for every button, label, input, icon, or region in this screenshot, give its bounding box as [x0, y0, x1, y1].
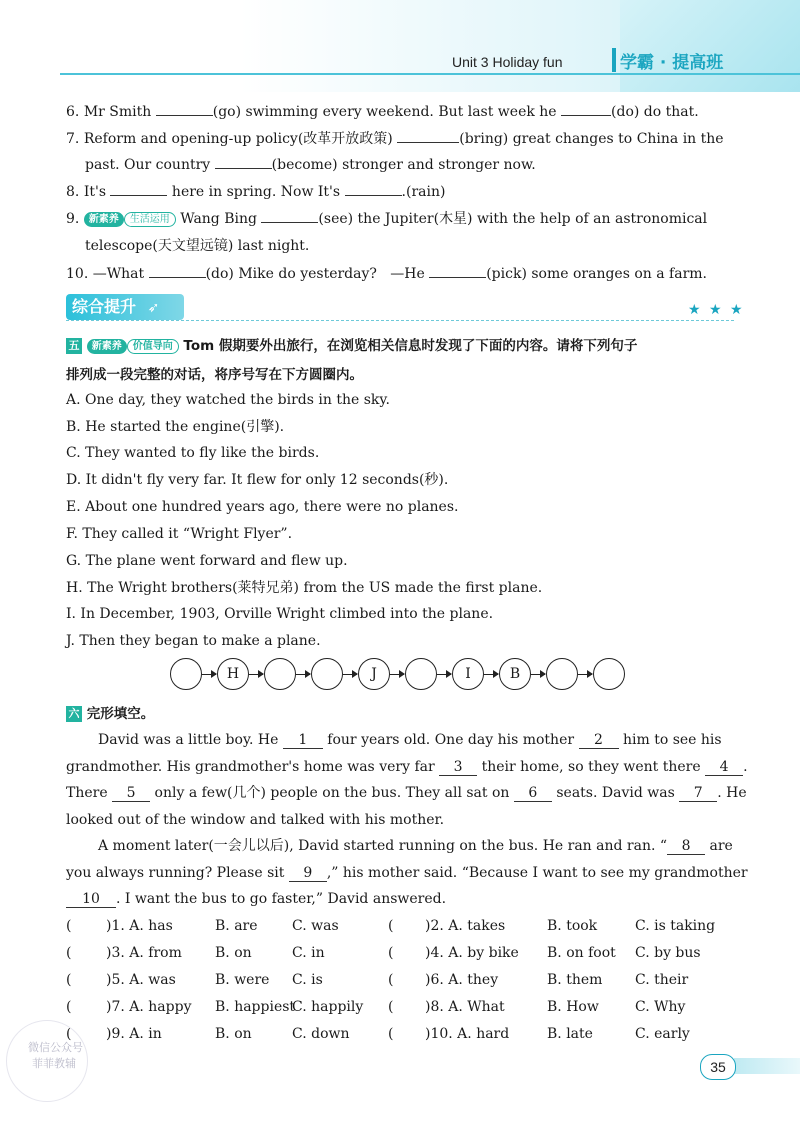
question-9 — [66, 209, 707, 229]
cloze-line-6 — [66, 863, 748, 883]
answer-bracket[interactable]: ( — [66, 918, 72, 934]
sentence-g: G. The plane went forward and flew up. — [66, 553, 348, 569]
watermark — [28, 1040, 83, 1072]
cloze-blank[interactable]: 5 — [112, 785, 150, 802]
answer-blank[interactable] — [215, 168, 272, 169]
page-number: 35 — [700, 1054, 736, 1080]
arrow-icon — [202, 674, 216, 675]
answer-bracket[interactable]: ( — [388, 918, 394, 934]
sentence-e: E. About one hundred years ago, there were no planes. — [66, 499, 459, 515]
option-a[interactable]: )6. A. they — [425, 972, 499, 988]
arrow-icon — [390, 674, 404, 675]
new-literacy-tag: 新素养 — [87, 339, 127, 354]
option-a[interactable]: )10. A. hard — [425, 1026, 510, 1042]
option-b[interactable]: B. on — [215, 945, 252, 961]
cloze-line-3 — [66, 783, 747, 803]
cloze-blank[interactable]: 8 — [667, 838, 705, 855]
brand-icon — [612, 48, 616, 72]
answer-blank[interactable] — [156, 115, 213, 116]
option-a[interactable]: )8. A. What — [425, 999, 505, 1015]
option-a[interactable]: )1. A. has — [106, 918, 173, 934]
cloze-blank[interactable]: 2 — [579, 732, 619, 749]
arrow-icon — [249, 674, 263, 675]
answer-circle[interactable]: H — [217, 658, 249, 690]
value-guidance-tag: 价值导向 — [127, 339, 179, 354]
arrow-icon — [343, 674, 357, 675]
option-b[interactable]: B. How — [547, 999, 599, 1015]
difficulty-stars: ★ ★ ★ — [688, 302, 745, 318]
option-b[interactable]: B. took — [547, 918, 598, 934]
option-b[interactable]: B. happiest — [215, 999, 296, 1015]
page-number-bar — [734, 1058, 800, 1074]
text: (do) Mike do yesterday? — [205, 266, 377, 282]
text: . He — [717, 785, 747, 801]
answer-bracket[interactable]: ( — [66, 972, 72, 988]
text: past. Our country — [85, 157, 211, 173]
text: you always running? Please sit — [66, 865, 285, 881]
answer-blank[interactable] — [345, 195, 402, 196]
unit-title: Unit 3 Holiday fun — [452, 54, 563, 70]
arrow-icon — [437, 674, 451, 675]
text: only a few(几个) people on the bus. They all sat on — [154, 785, 510, 801]
text: . I want the bus to go faster,” David answered. — [116, 891, 447, 907]
text: grandmother. His grandmother's home was very far — [66, 759, 435, 775]
question-7 — [66, 129, 724, 149]
brand-title: 学霸 · 提高班 — [620, 53, 724, 73]
option-c[interactable]: C. down — [292, 1026, 350, 1042]
text: .(rain) — [401, 184, 446, 200]
option-a[interactable]: )3. A. from — [106, 945, 182, 961]
answer-bracket[interactable]: ( — [388, 972, 394, 988]
sentence-f: F. They called it “Wright Flyer”. — [66, 526, 293, 542]
arrow-icon — [578, 674, 592, 675]
question-9-line-2 — [85, 236, 309, 256]
answer-circle[interactable]: J — [358, 658, 390, 690]
question-number: 9. — [66, 211, 80, 227]
option-c[interactable]: C. by bus — [635, 945, 701, 961]
answer-bracket[interactable]: ( — [66, 1026, 72, 1042]
option-c[interactable]: C. in — [292, 945, 325, 961]
part-number: 六 — [66, 706, 82, 722]
option-b[interactable]: B. them — [547, 972, 603, 988]
answer-blank[interactable] — [261, 222, 318, 223]
question-number: 10. — [66, 266, 89, 282]
answer-circle[interactable] — [311, 658, 343, 690]
answer-bracket[interactable]: ( — [388, 945, 394, 961]
answer-circle[interactable] — [170, 658, 202, 690]
question-number: 8. — [66, 184, 80, 200]
answer-circle[interactable] — [405, 658, 437, 690]
part-5-instruction — [66, 336, 637, 356]
text: 完形填空。 — [86, 706, 155, 722]
text: Tom 假期要外出旅行，在浏览相关信息时发现了下面的内容。请将下列句子 — [183, 338, 638, 354]
sentence-h: H. The Wright brothers(莱特兄弟) from the US made the first plane. — [66, 580, 543, 596]
cloze-line-4: looked out of the window and talked with his mother. — [66, 812, 445, 828]
option-a[interactable]: )5. A. was — [106, 972, 176, 988]
section-divider — [66, 320, 734, 321]
answer-bracket[interactable]: ( — [66, 945, 72, 961]
cloze-blank[interactable]: 1 — [283, 732, 323, 749]
life-application-tag: 生活运用 — [124, 212, 176, 227]
option-c[interactable]: C. happily — [292, 999, 364, 1015]
option-c[interactable]: C. Why — [635, 999, 686, 1015]
option-b[interactable]: B. were — [215, 972, 270, 988]
answer-circle[interactable] — [264, 658, 296, 690]
text: (become) stronger and stronger now. — [271, 157, 536, 173]
cloze-blank[interactable]: 9 — [289, 865, 327, 882]
option-b[interactable]: B. on foot — [547, 945, 616, 961]
answer-circle[interactable]: I — [452, 658, 484, 690]
text: —What — [92, 266, 145, 282]
text: A moment later(一会儿以后), David started running on the bus. He ran and ran. “ — [98, 838, 668, 854]
answer-blank[interactable] — [149, 277, 206, 278]
new-literacy-tag: 新素养 — [84, 212, 124, 227]
answer-bracket[interactable]: ( — [66, 999, 72, 1015]
answer-circle[interactable] — [593, 658, 625, 690]
watermark-line: 菲菲教辅 — [32, 1057, 76, 1070]
header-rule — [60, 73, 800, 75]
part-number: 五 — [66, 338, 82, 354]
text: seats. David was — [556, 785, 675, 801]
option-b[interactable]: B. are — [215, 918, 258, 934]
text: telescope(天文望远镜) last night. — [85, 238, 310, 254]
section-banner — [66, 294, 184, 320]
question-number: 6. — [66, 104, 80, 120]
question-7-line-2 — [85, 155, 536, 175]
text: four years old. One day his mother — [327, 732, 575, 748]
cloze-blank[interactable]: 4 — [705, 759, 743, 776]
answer-circle[interactable]: B — [499, 658, 531, 690]
text: It's — [83, 184, 107, 200]
option-c[interactable]: C. early — [635, 1026, 690, 1042]
watermark-line: 微信公众号 — [28, 1041, 83, 1054]
text: (bring) great changes to China in the — [459, 131, 724, 147]
section-title: 综合提升 — [72, 297, 137, 316]
sentence-a: A. One day, they watched the birds in the sky. — [66, 392, 390, 408]
sentence-c: C. They wanted to fly like the birds. — [66, 445, 320, 461]
option-c[interactable]: C. was — [292, 918, 339, 934]
question-number: 7. — [66, 131, 80, 147]
text: (pick) some oranges on a farm. — [486, 266, 707, 282]
text: —He — [390, 266, 425, 282]
part-5-instruction-line-2 — [66, 365, 363, 385]
text: (see) the Jupiter(木星) with the help of an astronomical — [318, 211, 708, 227]
text: Reform and opening-up policy(改革开放政策) — [83, 131, 393, 147]
header-corner-decoration — [620, 0, 800, 92]
answer-blank[interactable] — [397, 142, 459, 143]
cloze-line-1 — [98, 730, 722, 750]
question-8 — [66, 182, 445, 202]
cloze-blank[interactable]: 6 — [514, 785, 552, 802]
sentence-i: I. In December, 1903, Orville Wright climbed into the plane. — [66, 606, 494, 622]
text: here in spring. Now It's — [171, 184, 341, 200]
cloze-blank[interactable]: 7 — [679, 785, 717, 802]
option-c[interactable]: C. their — [635, 972, 689, 988]
rocket-icon: ➶ — [147, 300, 160, 316]
answer-blank[interactable] — [429, 277, 486, 278]
text: There — [66, 785, 108, 801]
text: David was a little boy. He — [98, 732, 279, 748]
option-b[interactable]: B. late — [547, 1026, 593, 1042]
answer-bracket[interactable]: ( — [388, 999, 394, 1015]
text: 排列成一段完整的对话，将序号写在下方圆圈内。 — [66, 367, 363, 383]
sentence-j: J. Then they began to make a plane. — [66, 633, 321, 649]
cloze-line-2 — [66, 757, 748, 777]
text: (go) swimming every weekend. But last week he — [212, 104, 557, 120]
option-a[interactable]: )2. A. takes — [425, 918, 506, 934]
text: are — [709, 838, 733, 854]
answer-chain — [170, 658, 632, 694]
cloze-blank[interactable]: 10 — [66, 891, 116, 908]
question-6 — [66, 102, 699, 122]
answer-circle[interactable] — [546, 658, 578, 690]
option-c[interactable]: C. is — [292, 972, 323, 988]
cloze-line-7 — [66, 889, 446, 909]
text: Mr Smith — [83, 104, 152, 120]
option-b[interactable]: B. on — [215, 1026, 252, 1042]
answer-bracket[interactable]: ( — [388, 1026, 394, 1042]
sentence-b: B. He started the engine(引擎). — [66, 419, 285, 435]
sentence-d: D. It didn't fly very far. It flew for only 12 seconds(秒). — [66, 472, 449, 488]
text: ,” his mother said. “Because I want to see my grandmother — [326, 865, 748, 881]
cloze-line-5 — [98, 836, 733, 856]
option-c[interactable]: C. is taking — [635, 918, 716, 934]
arrow-icon — [484, 674, 498, 675]
option-a[interactable]: )9. A. in — [106, 1026, 162, 1042]
question-10 — [66, 264, 707, 284]
answer-blank[interactable] — [110, 195, 167, 196]
arrow-icon — [531, 674, 545, 675]
text: him to see his — [622, 732, 722, 748]
text: Wang Bing — [180, 211, 257, 227]
option-a[interactable]: )4. A. by bike — [425, 945, 519, 961]
text: (do) do that. — [611, 104, 699, 120]
text: their home, so they went there — [481, 759, 701, 775]
part-6-heading — [66, 704, 154, 724]
text: . — [743, 759, 748, 775]
option-a[interactable]: )7. A. happy — [106, 999, 192, 1015]
answer-blank[interactable] — [561, 115, 611, 116]
arrow-icon — [296, 674, 310, 675]
cloze-blank[interactable]: 3 — [439, 759, 477, 776]
